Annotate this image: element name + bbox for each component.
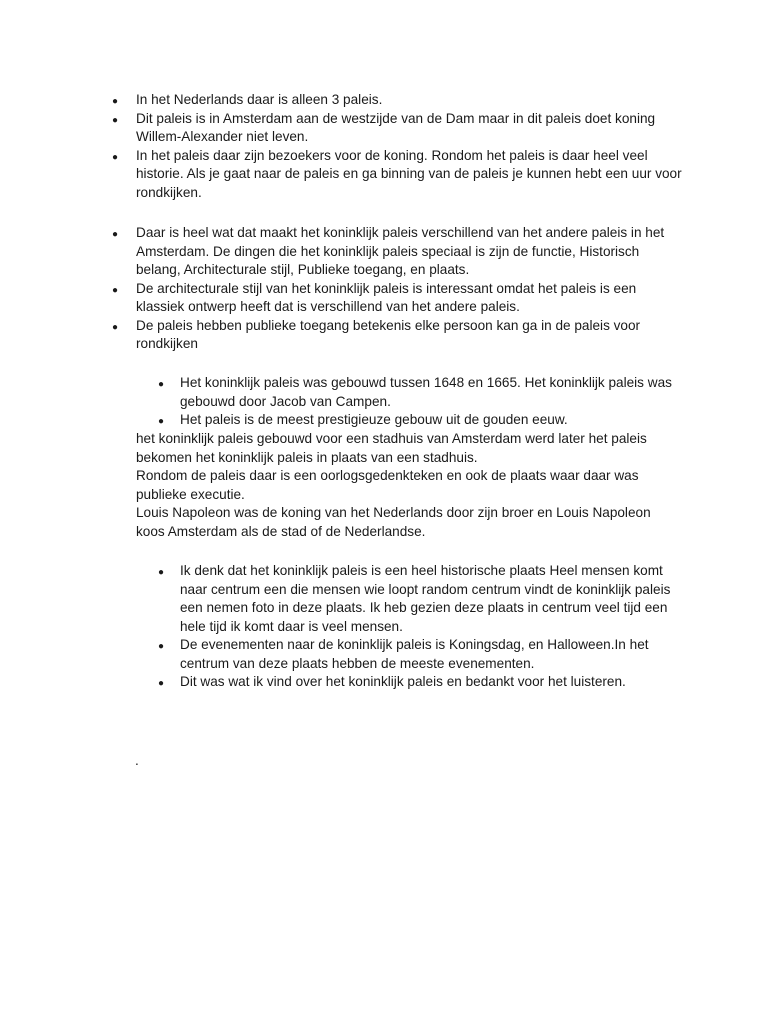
list-item	[158, 636, 678, 673]
paragraph: het koninklijk paleis gebouwd voor een stadhuis van Amsterdam werd later het paleis bekomen het koninklijk paleis in plaats van een stadhuis.	[136, 431, 647, 465]
list-item-text: Daar is heel wat dat maakt het koninklijk paleis verschillend van het andere paleis in het Amsterdam. De dingen die het koninklijk paleis speciaal is zijn de functie, Historisch belang, Architecturale stijl, Publieke toegang, en plaats.	[136, 225, 665, 277]
list-item	[112, 317, 682, 354]
bullet-icon	[158, 673, 180, 694]
list-item	[112, 224, 682, 280]
list-item	[112, 147, 682, 203]
list-item-text: De architecturale stijl van het koninklijk paleis is interessant omdat het paleis is een klassiek ontwerp heeft dat is verschillend van het andere paleis.	[136, 280, 637, 314]
bullet-list-intro	[112, 91, 682, 202]
bullet-icon	[112, 147, 136, 168]
bullet-icon	[158, 411, 180, 432]
list-item-text: De evenementen naar de koninklijk paleis is Koningsdag, en Halloween.In het centrum van deze plaats hebben de meeste evenementen.	[180, 637, 649, 671]
bullet-list-history	[158, 374, 678, 430]
paragraph-block	[136, 430, 681, 541]
list-item	[112, 280, 682, 317]
list-item	[158, 374, 678, 411]
bullet-icon	[112, 317, 136, 338]
list-item-text: Dit was wat ik vind over het koninklijk paleis en bedankt voor het luisteren.	[180, 674, 626, 689]
list-item-text: Ik denk dat het koninklijk paleis is een heel historische plaats Heel mensen komt naar centrum een die mensen wie loopt random centrum vindt de koninklijk paleis een nemen foto in deze plaats. Ik heb gezien deze plaats in centrum veel tijd een hele tijd ik komt daar is veel mensen.	[180, 563, 671, 634]
list-item-text: In het Nederlands daar is alleen 3 paleis.	[136, 92, 383, 107]
list-item-text: Dit paleis is in Amsterdam aan de westzijde van de Dam maar in dit paleis doet koning Willem-Alexander niet leven.	[136, 110, 656, 144]
list-item	[112, 91, 682, 110]
bullet-list-features	[112, 224, 682, 354]
list-item	[158, 673, 678, 692]
bullet-icon	[158, 636, 180, 657]
paragraph: Louis Napoleon was de koning van het Nederlands door zijn broer en Louis Napoleon koos Amsterdam als de stad of de Nederlandse.	[136, 505, 651, 539]
bullet-icon	[112, 91, 136, 112]
bullet-list-opinion	[158, 562, 678, 692]
list-item	[158, 411, 678, 430]
paragraph: Rondom de paleis daar is een oorlogsgedenkteken en ook de plaats waar daar was publieke executie.	[136, 468, 639, 502]
list-item	[158, 562, 678, 636]
list-item	[112, 110, 682, 147]
bullet-icon	[112, 280, 136, 301]
list-item-text: Het koninklijk paleis was gebouwd tussen 1648 en 1665. Het koninklijk paleis was gebouwd door Jacob van Campen.	[180, 375, 672, 409]
list-item-text: De paleis hebben publieke toegang betekenis elke persoon kan ga in de paleis voor rondkijken	[136, 317, 641, 351]
bullet-icon	[158, 562, 180, 583]
list-item-text: Het paleis is de meest prestigieuze gebouw uit de gouden eeuw.	[180, 412, 568, 427]
bullet-icon	[112, 110, 136, 131]
bullet-icon	[158, 374, 180, 395]
trailing-period: .	[135, 753, 139, 768]
list-item-text: In het paleis daar zijn bezoekers voor de koning. Rondom het paleis is daar heel veel historie. Als je gaat naar de paleis en ga binning van de paleis je kunnen hebt een uur voor rondkijken.	[136, 147, 682, 200]
bullet-icon	[112, 224, 136, 245]
